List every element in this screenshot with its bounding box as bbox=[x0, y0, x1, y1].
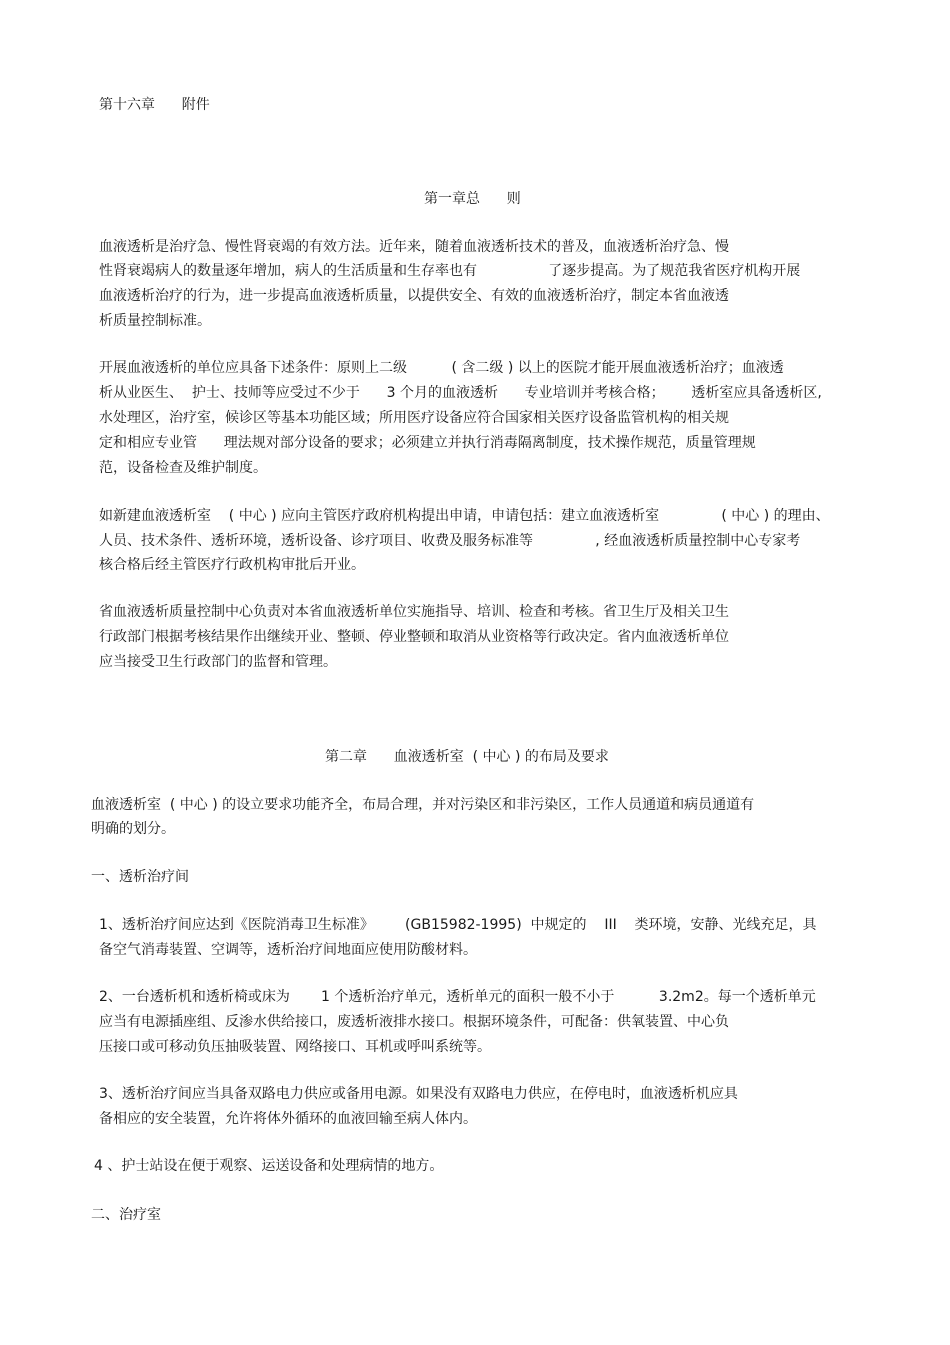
item4-line: 4 、护士站设在便于观察、运送设备和处理病情的地方。 bbox=[94, 1158, 444, 1174]
chapter1-title: 第一章总 则 bbox=[424, 191, 521, 207]
chapter1-p2-line1: 开展血液透析的单位应具备下述条件：原则上二级 ( 含二级 ) 以上的医院才能开展血液透析治疗；血液透 bbox=[99, 360, 784, 376]
chapter1-p3-line1: 如新建血液透析室 ( 中心 ) 应向主管医疗政府机构提出申请，申请包括：建立血液透析室 ( 中心 ) 的理由、 bbox=[99, 508, 830, 524]
chapter1-p3-line2: 人员、技术条件、透析环境，透析设备、诊疗项目、收费及服务标准等 , 经血液透析质量控制中心专家考 bbox=[99, 533, 801, 549]
chapter1-p2-line5: 范，设备检查及维护制度。 bbox=[99, 460, 267, 476]
chapter1-p2-line4: 定和相应专业管 理法规对部分设备的要求；必须建立并执行消毒隔离制度，技术操作规范，质量管理规 bbox=[99, 435, 756, 451]
item2-line2: 应当有电源插座组、反渗水供给接口，废透析液排水接口。根据环境条件，可配备：供氧装置、中心负 bbox=[99, 1014, 729, 1030]
chapter1-p2-line3: 水处理区，治疗室，候诊区等基本功能区域；所用医疗设备应符合国家相关医疗设备监管机构的相关规 bbox=[99, 410, 729, 426]
chapter1-p1-line1: 血液透析是治疗急、慢性肾衰竭的有效方法。近年来，随着血液透析技术的普及，血液透析治疗急、慢 bbox=[99, 239, 729, 255]
chapter1-p1-line4: 析质量控制标准。 bbox=[99, 313, 211, 329]
chapter1-p1-line2: 性肾衰竭病人的数量逐年增加，病人的生活质量和生存率也有 了逐步提高。为了规范我省医疗机构开展 bbox=[99, 263, 801, 279]
chapter2-intro-line2: 明确的划分。 bbox=[91, 821, 175, 837]
chapter1-p1-line3: 血液透析治疗的行为，进一步提高血液透析质量，以提供安全、有效的血液透析治疗，制定本省血液透 bbox=[99, 288, 729, 304]
item3-line2: 备相应的安全装置，允许将体外循环的血液回输至病人体内。 bbox=[99, 1111, 477, 1127]
annex-heading: 第十六章 附件 bbox=[99, 97, 210, 113]
chapter1-p2-line2: 析从业医生、 护士、技师等应受过不少于 3 个月的血液透析 专业培训并考核合格； 透析室应具备透析区, bbox=[99, 385, 822, 401]
item3-line1: 3、透析治疗间应当具备双路电力供应或备用电源。如果没有双路电力供应，在停电时，血液透析机应具 bbox=[99, 1086, 738, 1102]
chapter1-p3-line3: 核合格后经主管医疗行政机构审批后开业。 bbox=[99, 557, 365, 573]
chapter1-p4-line2: 行政部门根据考核结果作出继续开业、整顿、停业整顿和取消从业资格等行政决定。省内血液透析单位 bbox=[99, 629, 729, 645]
chapter2-title: 第二章 血液透析室 ( 中心 ) 的布局及要求 bbox=[325, 749, 609, 765]
chapter1-p4-line1: 省血液透析质量控制中心负责对本省血液透析单位实施指导、培训、检查和考核。省卫生厅及相关卫生 bbox=[99, 604, 729, 620]
item1-line2: 备空气消毒装置、空调等，透析治疗间地面应使用防酸材料。 bbox=[99, 942, 477, 958]
item1-line1: 1、透析治疗间应达到《医院消毒卫生标准》 (GB15982-1995) 中规定的 III 类环境，安静、光线充足，具 bbox=[99, 917, 817, 933]
section-heading-treatment-office: 二、治疗室 bbox=[91, 1207, 161, 1223]
item2-line3: 压接口或可移动负压抽吸装置、网络接口、耳机或呼叫系统等。 bbox=[99, 1039, 491, 1055]
item2-line1: 2、一台透析机和透析椅或床为 1 个透析治疗单元，透析单元的面积一般不小于 3.2m2。每一个透析单元 bbox=[99, 989, 816, 1005]
section-heading-treatment-room: 一、透析治疗间 bbox=[91, 869, 189, 885]
chapter1-p4-line3: 应当接受卫生行政部门的监督和管理。 bbox=[99, 654, 337, 670]
chapter2-intro-line1: 血液透析室 ( 中心 ) 的设立要求功能齐全，布局合理，并对污染区和非污染区，工作人员通道和病员通道有 bbox=[91, 797, 755, 813]
